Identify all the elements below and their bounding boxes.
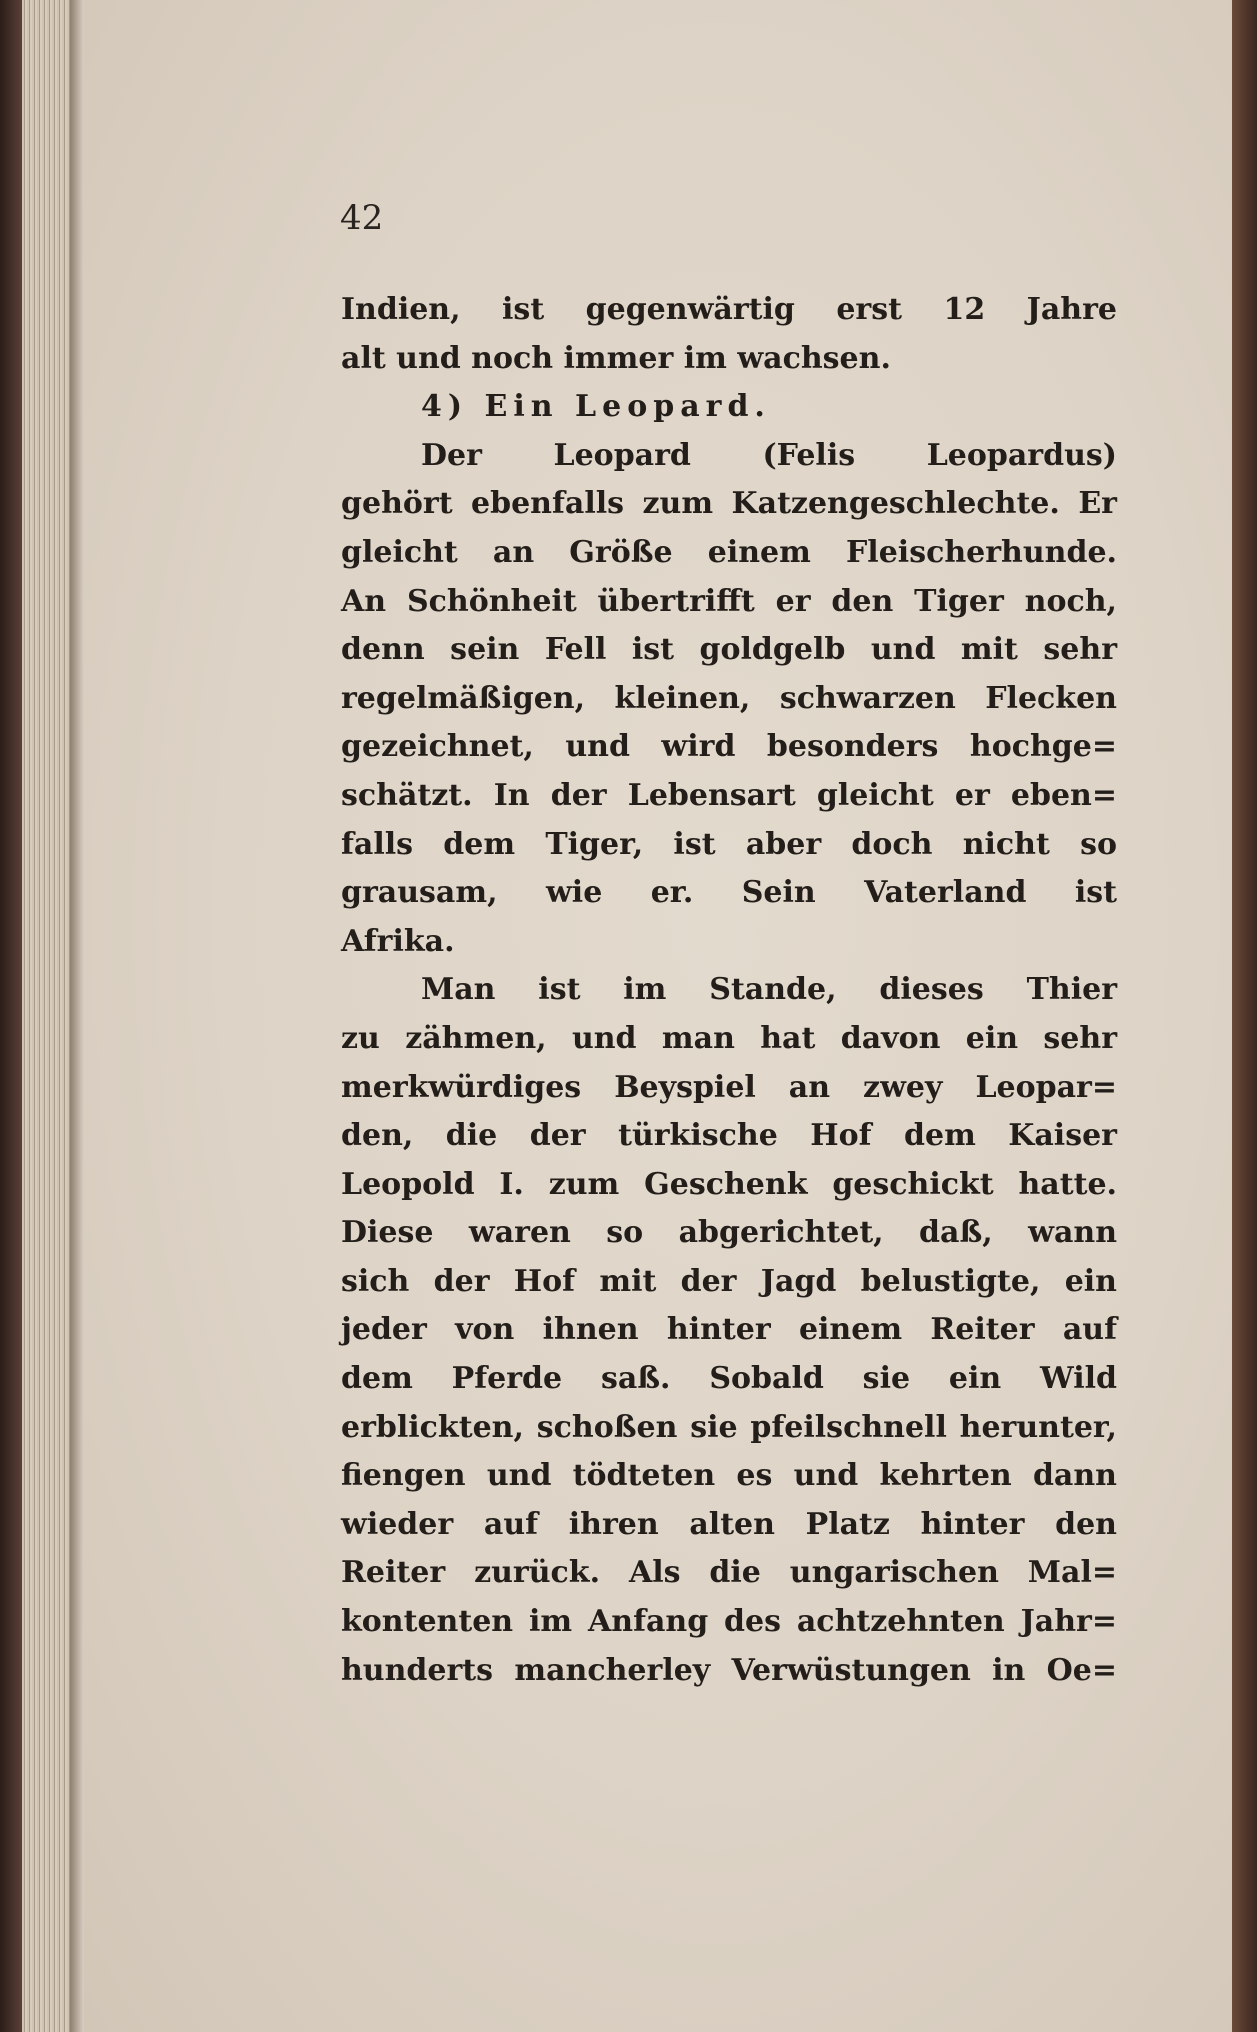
- section-heading: 4) Ein Leopard.: [421, 389, 771, 425]
- text-line: Reiter zurück. Als die ungarischen Mal=: [341, 1555, 1117, 1591]
- text-line: denn sein Fell ist goldgelb und mit sehr: [341, 632, 1117, 668]
- text-line: regelmäßigen, kleinen, schwarzen Flecken: [341, 680, 1117, 716]
- text-line: sich der Hof mit der Jagd belustigte, ein: [341, 1263, 1117, 1299]
- text-line: alt und noch immer im wachsen.: [341, 340, 891, 376]
- page-edges: [22, 0, 74, 2032]
- text-line: dem Pferde saß. Sobald sie ein Wild: [341, 1361, 1117, 1397]
- text-line: merkwürdiges Beyspiel an zwey Leopar=: [341, 1069, 1117, 1105]
- page-number: 42: [340, 198, 384, 238]
- text-line: Man ist im Stande, dieses Thier: [421, 972, 1117, 1008]
- text-line: wieder auf ihren alten Platz hinter den: [341, 1506, 1117, 1542]
- text-line: grausam, wie er. Sein Vaterland ist: [341, 875, 1117, 911]
- text-line: kontenten im Anfang des achtzehnten Jahr=: [341, 1604, 1117, 1640]
- text-line: schätzt. In der Lebensart gleicht er eben=: [341, 777, 1117, 813]
- text-line: gleicht an Größe einem Fleischerhunde.: [341, 534, 1117, 570]
- book-spine: [0, 0, 22, 2032]
- gutter-shadow: [70, 0, 84, 2032]
- text-line: Diese waren so abgerichtet, daß, wann: [341, 1215, 1117, 1251]
- text-line: erblickten, schoßen sie pfeilschnell herunter,: [341, 1409, 1117, 1445]
- text-line: Indien, ist gegenwärtig erst 12 Jahre: [341, 292, 1117, 327]
- text-line: Leopold I. zum Geschenk geschickt hatte.: [341, 1166, 1117, 1202]
- text-line: gehört ebenfalls zum Katzengeschlechte. Er: [341, 486, 1117, 522]
- text-line: Der Leopard (Felis Leopardus): [421, 437, 1117, 473]
- body-text: [341, 286, 1117, 1695]
- book-cover-edge: [1232, 0, 1257, 2032]
- text-line: zu zähmen, und man hat davon ein sehr: [341, 1020, 1117, 1056]
- text-line: An Schönheit übertrifft er den Tiger noch,: [341, 583, 1117, 619]
- text-line: jeder von ihnen hinter einem Reiter auf: [341, 1312, 1117, 1348]
- text-line: den, die der türkische Hof dem Kaiser: [341, 1118, 1117, 1154]
- text-line: falls dem Tiger, ist aber doch nicht so: [341, 826, 1117, 862]
- text-line: gezeichnet, und wird besonders hochge=: [341, 729, 1117, 765]
- text-line: fiengen und tödteten es und kehrten dann: [341, 1458, 1117, 1494]
- text-line: Afrika.: [341, 923, 455, 959]
- text-line: hunderts mancherley Verwüstungen in Oe=: [341, 1652, 1117, 1688]
